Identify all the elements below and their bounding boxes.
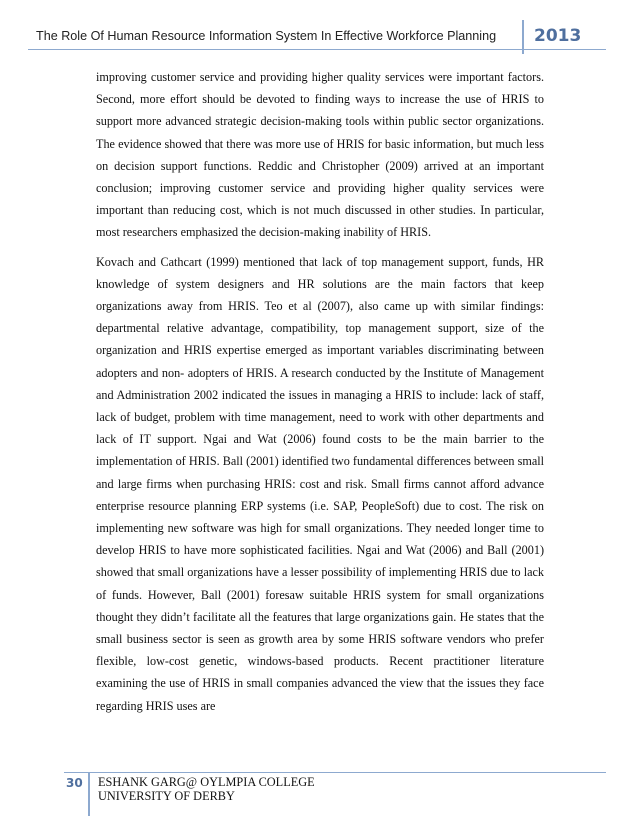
paragraph-1: improving customer service and providing higher quality services were important factors. Second, more effort should be devoted to finding ways to increase the use of HRIS to support more advanced strategic decision-making tools within public sector organizations. The evidence showed that there was more use of HRIS for basic information, but much less on decision support functions. Reddic and Christopher (2009) arrived at an important conclusion; improving customer service and providing higher quality services were important than reducing cost, which is not much discussed in other studies. In particular, most researchers emphasized the decision-making inability of HRIS. — [96, 70, 544, 240]
footer-text — [98, 775, 315, 803]
footer-rule — [64, 772, 606, 773]
footer-line-1: ESHANK GARG@ OYLMPIA COLLEGE — [98, 775, 315, 789]
footer-line-2: UNIVERSITY OF DERBY — [98, 789, 235, 803]
footer-divider — [88, 772, 90, 816]
header-title: The Role Of Human Resource Information System In Effective Workforce Planning — [36, 29, 497, 43]
header-year: 2013 — [534, 26, 582, 46]
page-number: 30 — [66, 776, 83, 790]
body-text — [96, 66, 544, 717]
page-header — [28, 20, 606, 50]
header-rule — [28, 49, 606, 50]
paragraph-2: Kovach and Cathcart (1999) mentioned that lack of top management support, funds, HR knowledge of system designers and HR solutions are the main factors that keep organizations away from HRIS. Teo et al (2007), also came up with similar findings: departmental relative advantage, compatibility, top management support, size of the organization and HRIS expertise emerged as important variables discriminating between adopters and non- adopters of HRIS. A research conducted by the Institute of Management and Administration 2002 indicated the issues in managing a HRIS to include: lack of staff, lack of budget, problem with time management, need to work with other departments and lack of IT support. Ngai and Wat (2006) found costs to be the main barrier to the implementation of HRIS. Ball (2001) identified two fundamental differences between small and large firms when purchasing HRIS: cost and risk. Small firms cannot afford advance enterprise resource planning ERP systems (i.e. SAP, PeopleSoft) due to cost. The risk on implementing new software was high for small organizations. They needed longer time to develop HRIS to have more sophisticated facilities. Ngai and Wat (2006) and Ball (2001) showed that small organizations have a lesser possibility of implementing HRIS due to lack of funds. However, Ball (2001) foresaw suitable HRIS system for small organizations thought they didn’t facilitate all the features that large organizations gain. He states that the small business sector is seen as growth area by some HRIS software vendors who prefer flexible, low-cost genetic, windows-based products. Recent practitioner literature examining the use of HRIS in small companies advanced the view that the issues they face regarding HRIS uses are — [96, 254, 544, 713]
